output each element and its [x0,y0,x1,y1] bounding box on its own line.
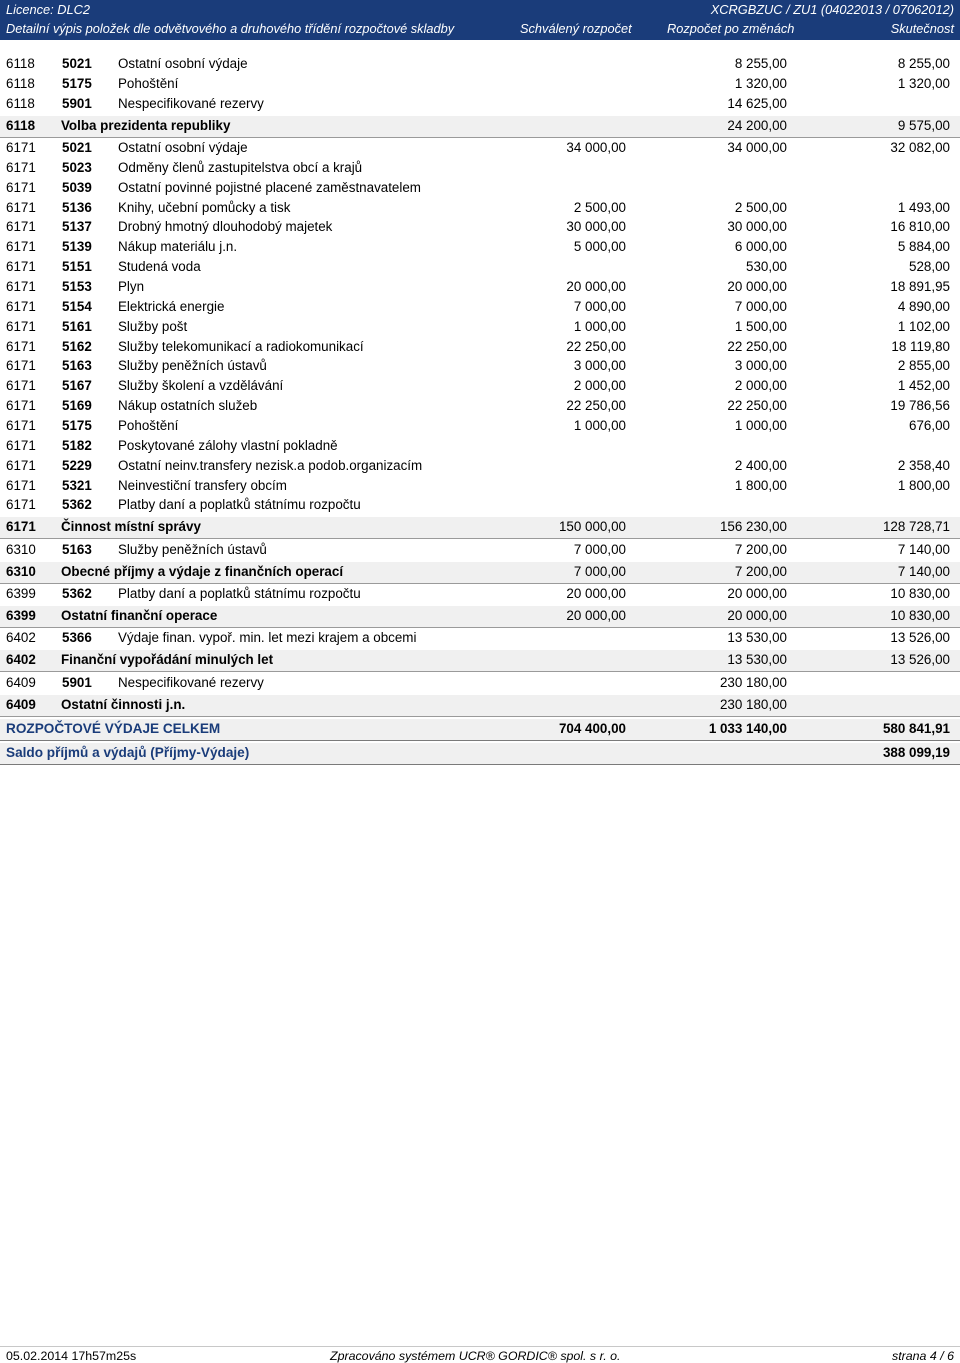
item-name: Ostatní povinné pojistné placené zaměstnavatelem [118,179,421,195]
table-row [0,337,960,357]
item-code: 5169 [62,398,92,414]
paragraph-code: 6118 [6,56,35,71]
item-code: 5163 [62,358,92,374]
actual-value: 7 140,00 [897,541,950,557]
paragraph-code: 6171 [6,219,36,235]
actual-value: 5 884,00 [897,239,950,255]
item-name: Knihy, učební pomůcky a tisk [118,199,291,215]
paragraph-code: 6409 [6,696,36,712]
paragraph-code: 6171 [6,519,36,535]
column-header-adjusted: Rozpočet po změnách [667,21,795,36]
table-row [0,138,960,158]
table-row [0,584,960,604]
adjusted-value: 530,00 [746,259,787,275]
actual-value: 16 810,00 [890,219,950,235]
approved-value: 3 000,00 [573,358,626,374]
actual-value: 19 786,56 [890,398,950,414]
approved-value: 7 000,00 [573,563,626,579]
table-row [0,376,960,396]
table-row [0,257,960,277]
adjusted-value: 1 320,00 [734,75,787,91]
paragraph-code: 6310 [6,563,36,579]
table-row [0,396,960,416]
table-row [0,297,960,317]
approved-value: 7 000,00 [573,541,626,557]
approved-value: 1 000,00 [573,417,626,433]
adjusted-value: 2 000,00 [734,378,787,394]
item-name: Služby pošt [118,318,188,334]
item-name: Plyn [118,279,145,294]
paragraph-code: 6409 [6,674,36,690]
item-name: Služby peněžních ústavů [118,358,267,374]
balance-row [0,743,960,765]
expenses-actual-total: 580 841,91 [882,721,950,737]
paragraph-code: 6171 [6,338,36,354]
table-row [0,540,960,560]
paragraph-code: 6399 [6,586,36,602]
footer-system: Zpracováno systémem UCR® GORDIC® spol. s r. o. [330,1349,621,1363]
item-name: Platby daní a poplatků státnímu rozpočtu [118,497,361,513]
table-row [0,317,960,337]
adjusted-value: 22 250,00 [727,338,787,354]
licence-label: Licence: DLC2 [6,2,90,17]
actual-value: 1 102,00 [897,318,950,334]
section-name: Obecné příjmy a výdaje z finančních operací [61,563,344,579]
page-footer [0,1346,960,1363]
report-title: Detailní výpis položek dle odvětvového a druhového třídění rozpočtové skladby [6,21,455,36]
item-code: 5362 [62,586,92,602]
adjusted-value: 34 000,00 [727,140,787,156]
section-total-row [0,517,960,539]
actual-value: 18 119,80 [891,338,950,354]
paragraph-code: 6171 [6,239,36,255]
approved-value: 22 250,00 [566,338,626,354]
balance-label: Saldo příjmů a výdajů (Příjmy-Výdaje) [6,745,250,761]
adjusted-value: 1 800,00 [734,477,787,493]
section-name: Ostatní finanční operace [61,607,218,623]
paragraph-code: 6171 [6,437,36,453]
item-name: Nespecifikované rezervy [118,95,264,111]
actual-value: 528,00 [909,259,950,275]
table-row [0,416,960,436]
item-name: Služby školení a vzdělávání [118,378,284,394]
item-name: Ostatní osobní výdaje [118,56,248,71]
paragraph-code: 6402 [6,630,36,646]
approved-value: 22 250,00 [566,398,626,414]
adjusted-value: 20 000,00 [727,586,787,602]
table-row [0,158,960,178]
approved-value: 5 000,00 [573,239,626,255]
table-row [0,277,960,297]
paragraph-code: 6171 [6,140,36,156]
paragraph-code: 6171 [6,457,36,473]
item-code: 5161 [62,318,92,334]
paragraph-code: 6118 [6,75,35,91]
item-code: 5229 [62,457,92,473]
paragraph-code: 6171 [6,417,36,433]
paragraph-code: 6310 [6,541,36,557]
paragraph-code: 6171 [6,298,36,314]
item-name: Pohoštění [118,75,179,91]
section-name: Ostatní činnosti j.n. [61,696,186,712]
table-row [0,628,960,648]
actual-value: 2 855,00 [897,358,950,374]
actual-value: 18 891,95 [890,279,950,294]
adjusted-value: 2 400,00 [734,457,787,473]
paragraph-code: 6171 [6,358,36,374]
approved-value: 20 000,00 [566,607,626,623]
paragraph-code: 6171 [6,199,36,215]
paragraph-code: 6118 [6,117,36,133]
adjusted-value: 1 500,00 [734,318,787,334]
item-name: Neinvestiční transfery obcím [118,477,287,493]
adjusted-value: 2 500,00 [734,199,787,215]
actual-value: 4 890,00 [897,298,950,314]
report-header [0,0,960,40]
actual-value: 1 493,00 [897,199,950,215]
actual-value: 10 830,00 [890,607,950,623]
table-row [0,178,960,198]
section-total-row [0,650,960,672]
item-name: Výdaje finan. vypoř. min. let mezi krajem a obcemi [118,630,417,646]
paragraph-code: 6171 [6,318,36,334]
approved-value: 1 000,00 [573,318,626,334]
item-code: 5901 [62,95,92,111]
actual-value: 7 140,00 [897,563,950,579]
footer-page-number: strana 4 / 6 [892,1349,954,1363]
section-total-row [0,606,960,628]
table-row [0,54,960,74]
item-code: 5139 [62,239,92,255]
adjusted-value: 230 180,00 [719,696,787,712]
item-name: Nespecifikované rezervy [118,674,264,690]
actual-value: 2 358,40 [897,457,950,473]
adjusted-value: 20 000,00 [727,279,787,294]
item-code: 5175 [62,75,92,91]
actual-value: 10 830,00 [890,586,950,602]
expenses-approved-total: 704 400,00 [558,721,626,737]
adjusted-value: 230 180,00 [719,674,787,690]
paragraph-code: 6171 [6,259,36,275]
section-name: Finanční vypořádání minulých let [61,652,274,668]
adjusted-value: 7 000,00 [734,298,787,314]
paragraph-code: 6171 [6,378,36,394]
paragraph-code: 6171 [6,477,36,493]
approved-value: 7 000,00 [573,298,626,314]
item-name: Drobný hmotný dlouhodobý majetek [118,219,333,235]
expenses-adjusted-total: 1 033 140,00 [708,721,787,737]
item-code: 5162 [62,338,92,354]
actual-value: 1 452,00 [897,378,950,394]
item-code: 5163 [62,541,92,557]
paragraph-code: 6171 [6,497,36,513]
adjusted-value: 24 200,00 [727,117,787,133]
adjusted-value: 8 255,00 [734,56,787,71]
item-code: 5901 [62,674,92,690]
actual-value: 8 255,00 [897,56,950,71]
item-code: 5321 [62,477,92,493]
adjusted-value: 7 200,00 [734,563,787,579]
item-name: Platby daní a poplatků státnímu rozpočtu [118,586,361,602]
paragraph-code: 6402 [6,652,36,668]
paragraph-code: 6171 [6,279,36,294]
paragraph-code: 6171 [6,179,36,195]
adjusted-value: 30 000,00 [727,219,787,235]
adjusted-value: 156 230,00 [719,519,787,535]
approved-value: 20 000,00 [566,586,626,602]
item-code: 5167 [62,378,92,394]
column-header-approved: Schválený rozpočet [520,21,632,36]
table-row [0,456,960,476]
item-name: Pohoštění [118,417,179,433]
section-total-row [0,562,960,584]
expenses-total-row [0,719,960,741]
item-name: Ostatní neinv.transfery nezisk.a podob.organizacím [118,457,423,473]
item-code: 5136 [62,199,92,215]
item-code: 5153 [62,279,92,294]
item-name: Poskytované zálohy vlastní pokladně [118,437,338,453]
approved-value: 20 000,00 [566,279,626,294]
table-row [0,198,960,218]
table-row [0,94,960,114]
item-name: Služby peněžních ústavů [118,541,267,557]
table-row [0,217,960,237]
paragraph-code: 6171 [6,398,36,414]
table-row [0,356,960,376]
footer-date: 05.02.2014 17h57m25s [6,1349,137,1363]
section-name: Volba prezidenta republiky [61,117,231,133]
report-code: XCRGBZUC / ZU1 (04022013 / 07062012) [710,2,954,17]
table-row [0,673,960,693]
item-name: Odměny členů zastupitelstva obcí a krajů [118,159,363,175]
approved-value: 2 000,00 [573,378,626,394]
item-name: Nákup ostatních služeb [118,398,258,414]
actual-value: 676,00 [909,417,950,433]
actual-value: 1 320,00 [897,75,950,91]
section-total-row [0,695,960,717]
item-name: Ostatní osobní výdaje [118,140,248,156]
item-name: Studená voda [118,259,201,275]
item-code: 5362 [62,497,92,513]
approved-value: 34 000,00 [566,140,626,156]
adjusted-value: 14 625,00 [727,95,787,111]
approved-value: 2 500,00 [573,199,626,215]
adjusted-value: 22 250,00 [727,398,787,414]
approved-value: 150 000,00 [558,519,626,535]
item-code: 5021 [62,140,92,156]
item-name: Služby telekomunikací a radiokomunikací [118,338,364,354]
item-code: 5137 [62,219,92,235]
table-row [0,436,960,456]
actual-value: 13 526,00 [890,630,950,646]
item-code: 5175 [62,417,92,433]
expenses-total-label: ROZPOČTOVÉ VÝDAJE CELKEM [6,721,221,737]
paragraph-code: 6118 [6,95,35,111]
adjusted-value: 1 000,00 [734,417,787,433]
table-row [0,476,960,496]
paragraph-code: 6399 [6,607,36,623]
item-code: 5182 [62,437,92,453]
item-code: 5151 [62,259,92,275]
actual-value: 13 526,00 [890,652,950,668]
adjusted-value: 3 000,00 [734,358,787,374]
item-code: 5366 [62,630,92,646]
item-code: 5154 [62,298,92,314]
table-row [0,495,960,515]
balance-actual-value: 388 099,19 [882,745,950,761]
actual-value: 9 575,00 [897,117,950,133]
section-name: Činnost místní správy [61,519,201,535]
actual-value: 32 082,00 [890,140,950,156]
item-name: Elektrická energie [118,298,225,314]
item-name: Nákup materiálu j.n. [118,239,238,255]
adjusted-value: 7 200,00 [734,541,787,557]
actual-value: 1 800,00 [897,477,950,493]
approved-value: 30 000,00 [566,219,626,235]
table-row [0,237,960,257]
item-code: 5039 [62,179,92,195]
adjusted-value: 13 530,00 [727,652,787,668]
adjusted-value: 13 530,00 [727,630,787,646]
item-code: 5021 [62,56,92,71]
section-total-row [0,116,960,138]
table-row [0,74,960,94]
column-header-actual: Skutečnost [890,21,954,36]
item-code: 5023 [62,159,92,175]
adjusted-value: 6 000,00 [734,239,787,255]
paragraph-code: 6171 [6,159,36,175]
adjusted-value: 20 000,00 [727,607,787,623]
actual-value: 128 728,71 [882,519,950,535]
